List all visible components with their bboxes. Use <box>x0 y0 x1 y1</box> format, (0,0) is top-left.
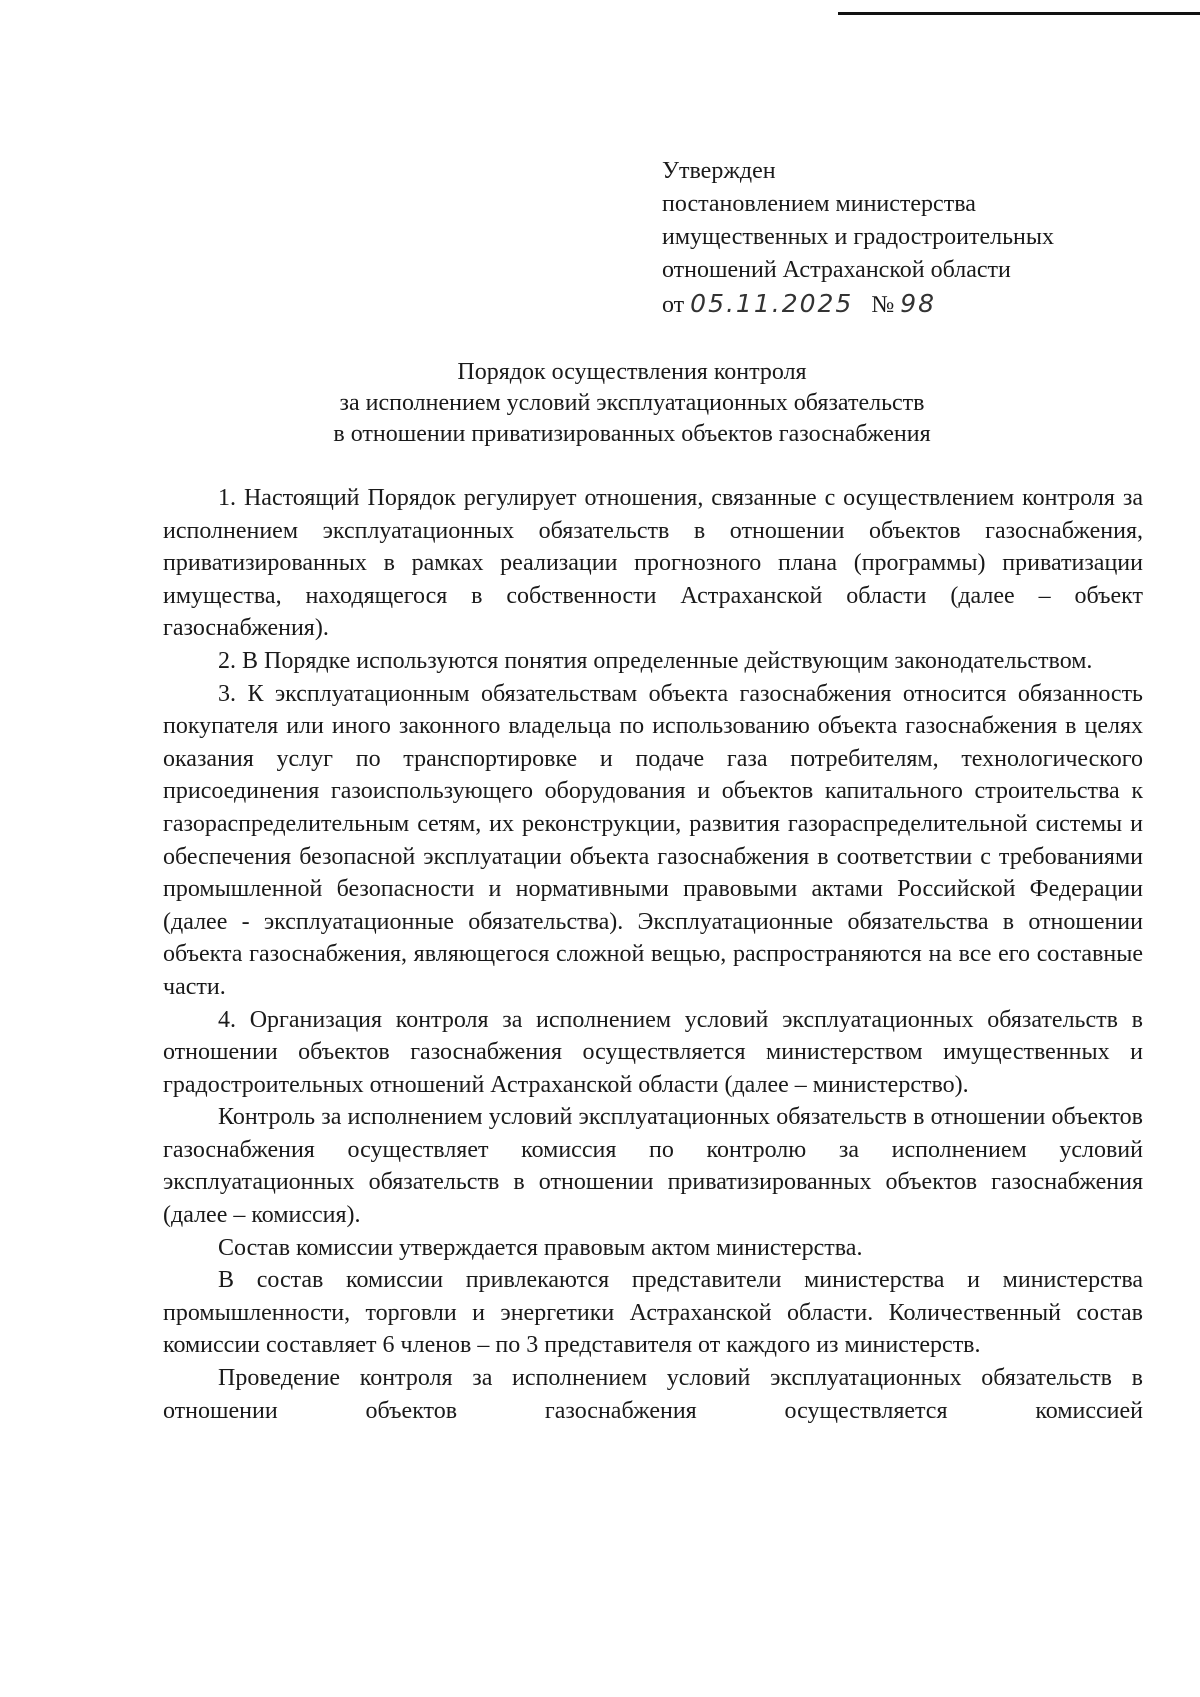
document-title <box>160 357 1104 450</box>
handwritten-number: 98 <box>900 289 937 318</box>
document-body <box>163 482 1143 1427</box>
paragraph-3: 3. К эксплуатационным обязательствам объекта газоснабжения относится обязанность покупателя или иного законного владельца по использованию объекта газоснабжения в целях оказания услуг по транспортировке и подаче газа потребителям, технологического присоединения газоиспользующего оборудования и объектов капитального строительства к газораспределительным сетям, их реконструкции, развития газораспределительной системы и обеспечения безопасной эксплуатации объекта газоснабжения в соответствии с требованиями промышленной безопасности и нормативными правовыми актами Российской Федерации (далее - эксплуатационные обязательства). Эксплуатационные обязательства в отношении объекта газоснабжения, являющегося сложной вещью, распространяются на все его составные части. <box>163 680 1143 1000</box>
number-prefix: № <box>871 292 895 318</box>
top-edge-line <box>838 12 1200 15</box>
paragraph-7: В состав комиссии привлекаются представители министерства и министерства промышленности, торговли и энергетики Астраханской области. Количественный состав комиссии составляет 6 членов – по 3 представителя от каждого из министерств. <box>163 1267 1143 1359</box>
title-line-1: Порядок осуществления контроля <box>457 359 807 385</box>
paragraph-4: 4. Организация контроля за исполнением условий эксплуатационных обязательств в отношении объектов газоснабжения осуществляется министерством имущественных и градостроительных отношений Астраханской области (далее – министерство). <box>163 1006 1143 1098</box>
approval-line-1: Утвержден <box>662 158 776 184</box>
approval-date-line <box>662 287 1162 322</box>
approval-line-4: отношений Астраханской области <box>662 257 1011 283</box>
handwritten-date: 05.11.2025 <box>690 289 854 318</box>
approval-stamp-block <box>662 155 1162 322</box>
title-line-2: за исполнением условий эксплуатационных обязательств <box>339 390 925 416</box>
title-line-3: в отношении приватизированных объектов газоснабжения <box>333 421 931 447</box>
approval-line-2: постановлением министерства <box>662 191 976 217</box>
paragraph-2: 2. В Порядке используются понятия определенные действующим законодательством. <box>218 647 1093 674</box>
date-prefix: от <box>662 292 685 318</box>
paragraph-8: Проведение контроля за исполнением условий эксплуатационных обязательств в отношении объектов газоснабжения осуществляется комиссией <box>163 1365 1143 1424</box>
paragraph-6: Состав комиссии утверждается правовым актом министерства. <box>218 1234 863 1261</box>
paragraph-5: Контроль за исполнением условий эксплуатационных обязательств в отношении объектов газоснабжения осуществляет комиссия по контролю за исполнением условий эксплуатационных обязательств в отношении приватизированных объектов газоснабжения (далее – комиссия). <box>163 1104 1143 1229</box>
paragraph-1: 1. Настоящий Порядок регулирует отношения, связанные с осуществлением контроля за исполнением эксплуатационных обязательств в отношении объектов газоснабжения, приватизированных в рамках реализации прогнозного плана (программы) приватизации имущества, находящегося в собственности Астраханской области (далее – объект газоснабжения). <box>163 485 1143 642</box>
approval-line-3: имущественных и градостроительных <box>662 224 1055 250</box>
